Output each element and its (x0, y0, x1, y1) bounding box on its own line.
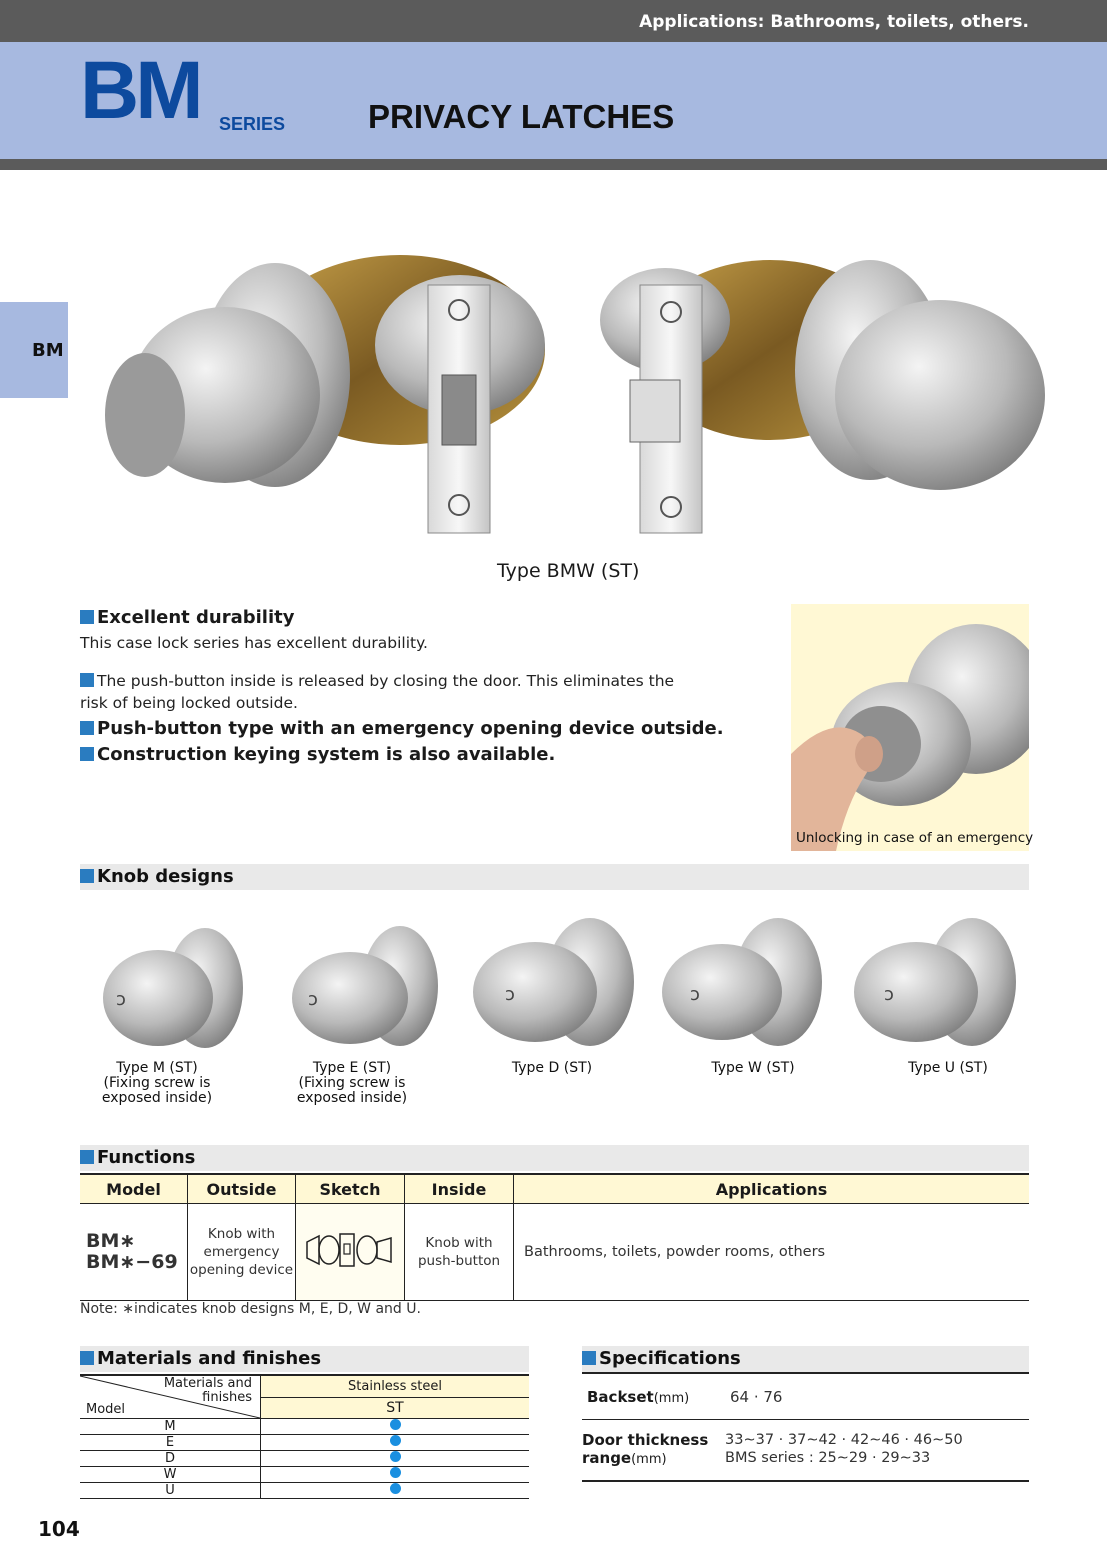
bullet-square-icon (80, 610, 94, 624)
functions-section-header (80, 1145, 1029, 1171)
knob-type-w-image (662, 918, 822, 1046)
knob-type-d-caption: Type D (ST) (511, 1060, 593, 1076)
functions-header-row (80, 1174, 1029, 1204)
specifications-section-header (582, 1346, 1029, 1372)
specifications-title: Specifications (599, 1348, 741, 1369)
available-dot-icon (390, 1483, 401, 1494)
bullet-square-icon (80, 869, 94, 883)
spec-backset-row (582, 1372, 1029, 1420)
svg-text:ɔ: ɔ (505, 984, 515, 1005)
knob-designs-images (80, 910, 1029, 1060)
knob-type-w-caption: Type W (ST) (711, 1060, 795, 1076)
side-tab (0, 302, 68, 398)
feature-keying-heading: Construction keying system is also available. (80, 744, 555, 765)
stainless-steel-header: Stainless steel (261, 1375, 530, 1398)
svg-text:ɔ: ɔ (884, 984, 894, 1005)
materials-table (80, 1374, 529, 1499)
materials-section-header (80, 1346, 529, 1372)
door-thickness-label-1: Door thickness (582, 1431, 709, 1449)
materials-title: Materials and finishes (97, 1348, 322, 1369)
svg-text:ɔ: ɔ (308, 989, 318, 1010)
corner-top-label-1: Materials and (163, 1376, 252, 1391)
spec-door-thickness-row (582, 1418, 1029, 1482)
header-applications: Applications (514, 1174, 1030, 1204)
functions-table (80, 1173, 1029, 1301)
backset-value: 64 · 76 (730, 1388, 783, 1406)
knob-type-u-image (854, 918, 1016, 1046)
available-dot-icon (390, 1419, 401, 1430)
knob-designs-section-header (80, 864, 1029, 890)
series-code: BM (80, 45, 200, 136)
knob-designs-title: Knob designs (97, 866, 234, 887)
material-row-m: M (80, 1419, 529, 1435)
material-row-d: D (80, 1451, 529, 1467)
knob-type-m-image (103, 928, 243, 1048)
product-photo-bmw (80, 240, 1050, 545)
functions-title: Functions (97, 1147, 196, 1168)
applications-cell: Bathrooms, toilets, powder rooms, others (514, 1204, 1030, 1301)
knob-type-m-caption: Type M (ST) (Fixing screw is exposed inside) (101, 1060, 213, 1106)
page-number: 104 (38, 1517, 80, 1541)
bullet-square-icon (80, 673, 94, 687)
side-tab-label: BM (32, 340, 64, 361)
backset-unit: (mm) (653, 1391, 690, 1406)
available-dot-icon (390, 1451, 401, 1462)
bullet-square-icon (80, 1150, 94, 1164)
emergency-unlock-illustration (791, 604, 1029, 851)
door-thickness-unit: (mm) (631, 1452, 667, 1467)
door-thickness-value-2: BMS series : 25∼29 · 29∼33 (725, 1450, 931, 1466)
material-row-w: W (80, 1467, 529, 1483)
bullet-square-icon (582, 1351, 596, 1365)
bullet-square-icon (80, 747, 94, 761)
available-dot-icon (390, 1467, 401, 1478)
header-outside: Outside (188, 1174, 296, 1204)
applications-text: Applications: Bathrooms, toilets, others. (639, 12, 1029, 32)
door-thickness-label-2: range (582, 1449, 632, 1467)
header-inside: Inside (405, 1174, 514, 1204)
feature-emergency-heading: Push-button type with an emergency opening device outside. (80, 718, 724, 739)
bullet-square-icon (80, 721, 94, 735)
corner-bottom-label: Model (86, 1402, 126, 1417)
top-bar (0, 0, 1107, 42)
corner-top-label-2: finishes (202, 1390, 252, 1405)
knob-type-e-image (292, 926, 438, 1046)
functions-data-row (80, 1204, 1029, 1301)
feature-pushbutton-text: The push-button inside is released by closing the door. This eliminates the risk of being locked outside. (80, 672, 675, 712)
available-dot-icon (390, 1435, 401, 1446)
svg-text:ɔ: ɔ (116, 989, 126, 1010)
materials-corner-cell (80, 1375, 261, 1419)
hero-caption: Type BMW (ST) (497, 560, 640, 582)
series-word: SERIES (219, 114, 286, 134)
model-cell: BM∗ BM∗−69 (80, 1204, 188, 1301)
bullet-square-icon (80, 1351, 94, 1365)
right-lock-image (600, 260, 1045, 533)
left-lock-image (105, 255, 545, 533)
material-row-e: E (80, 1435, 529, 1451)
sketch-cell (296, 1204, 405, 1301)
title-underline-bar (0, 159, 1107, 170)
emergency-unlock-photo (791, 604, 1029, 851)
knob-type-e-caption: Type E (ST) (Fixing screw is exposed inside) (296, 1060, 408, 1106)
knob-type-d-image (473, 918, 634, 1046)
feature-durability-heading: Excellent durability (80, 607, 294, 628)
outside-cell: Knob with emergency opening device (188, 1204, 296, 1301)
emergency-caption: Unlocking in case of an emergency (796, 830, 1034, 846)
header-sketch: Sketch (296, 1174, 405, 1204)
knob-type-u-caption: Type U (ST) (908, 1060, 988, 1076)
feature-durability-text: This case lock series has excellent durability. (80, 634, 428, 652)
backset-label: Backset (587, 1388, 654, 1406)
page-title: PRIVACY LATCHES (368, 98, 675, 135)
inside-cell: Knob with push-button (405, 1204, 514, 1301)
svg-text:ɔ: ɔ (690, 984, 700, 1005)
header-model: Model (80, 1174, 188, 1204)
st-code-header: ST (261, 1398, 530, 1419)
functions-note: Note: ∗indicates knob designs M, E, D, W and U. (80, 1301, 421, 1317)
door-thickness-value-1: 33∼37 · 37∼42 · 42∼46 · 46∼50 (725, 1432, 963, 1448)
material-row-u: U (80, 1483, 529, 1499)
lock-sketch-icon (305, 1228, 395, 1272)
